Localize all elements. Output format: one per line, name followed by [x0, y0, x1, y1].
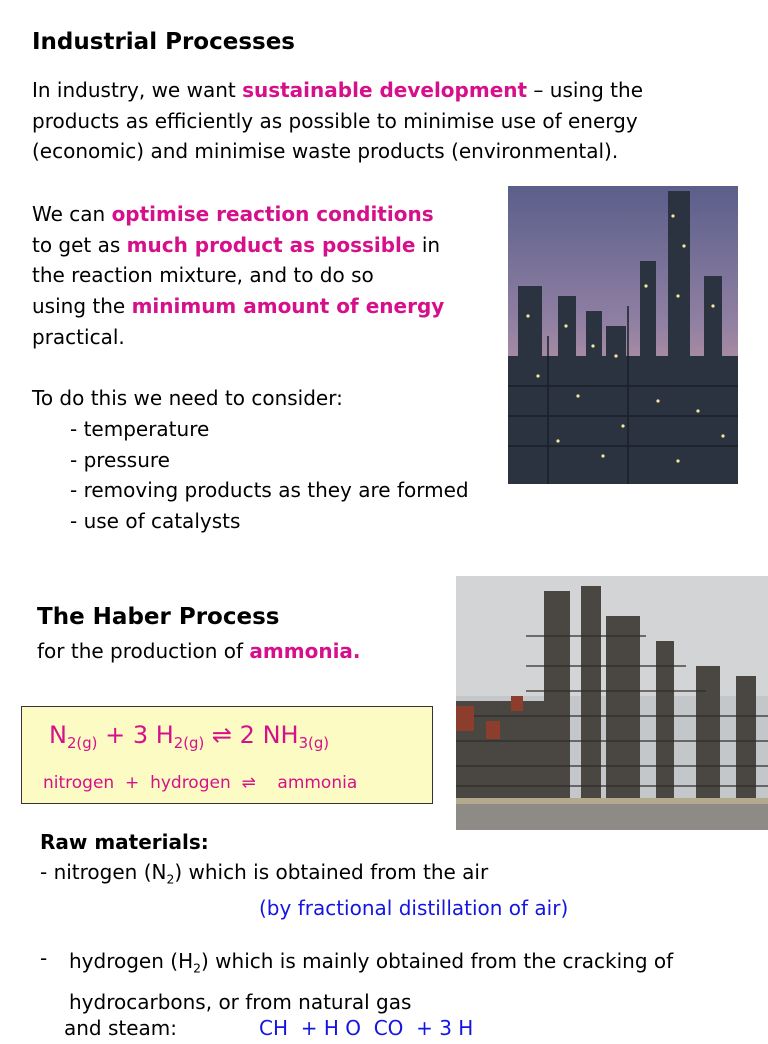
- fractional-distillation-note: (by fractional distillation of air): [259, 896, 569, 920]
- steam-equation: CH + H O CO + 3 H: [259, 1016, 474, 1040]
- list-item: - removing products as they are formed: [70, 478, 469, 503]
- list-item: - temperature: [70, 417, 210, 441]
- list-item: - pressure: [70, 447, 170, 472]
- equation-box: [21, 706, 433, 804]
- minimum-energy-highlight: minimum amount of energy: [131, 294, 445, 319]
- steam-line: and steam:: [64, 1016, 178, 1040]
- optimise-highlight: optimise reaction conditions: [111, 202, 434, 226]
- raw-materials-title: Raw materials:: [40, 830, 209, 854]
- intro-paragraph: In industry, we want sustainable development – using the products as efficiently as possible to minimise use of energy (economic) and minimise waste products (environmental).: [32, 78, 643, 164]
- page-title: Industrial Processes: [32, 29, 295, 55]
- refinery-photo-day: [456, 576, 768, 830]
- sustainable-development-highlight: sustainable development: [242, 78, 528, 102]
- haber-subtitle: for the production of ammonia.: [37, 639, 361, 663]
- haber-title: The Haber Process: [37, 604, 280, 630]
- consider-list: [70, 414, 469, 537]
- nitrogen-line: - nitrogen $(N_2)$ which is obtained from the air: [40, 860, 489, 887]
- list-item: - use of catalysts: [70, 509, 241, 534]
- optimise-paragraph: We can optimise reaction conditions to get as much product as possible in the reaction mixture, and to do so using the minimum amount of energy practical.: [32, 202, 445, 349]
- refinery-photo-dusk: [508, 186, 738, 484]
- much-product-highlight: much product as possible: [126, 232, 416, 257]
- word-equation: nitrogen + hydrogen ⇌ ammonia: [43, 773, 358, 793]
- ammonia-highlight: ammonia.: [249, 639, 361, 663]
- hydrogen-paragraph: hydrogen $(H_2)$ which is mainly obtained from the cracking of hydrocarbons, or from natural gas: [69, 949, 674, 1015]
- haber-equation: $N_{2(g)} + 3$ $H_{2(g)}$ ⇌ 2 $NH_{3(g)}$: [49, 721, 330, 753]
- hydrogen-dash: -: [40, 946, 48, 970]
- consider-intro: To do this we need to consider:: [32, 386, 343, 410]
